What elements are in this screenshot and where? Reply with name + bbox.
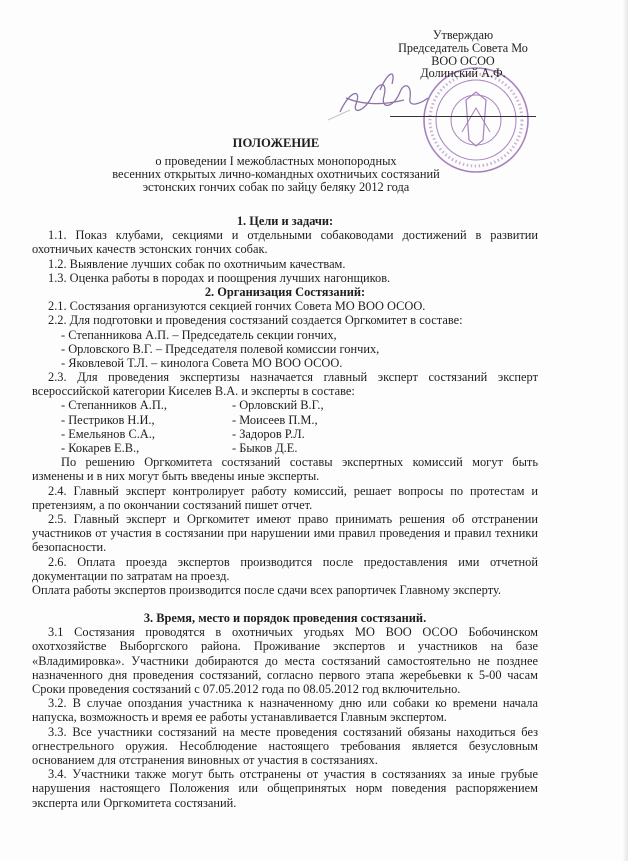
paragraph-line: нарушения настоящего Положения или общепринятых норм поведения распоряжением: [32, 781, 538, 796]
paragraph-line: 2.2. Для подготовки и проведения состязаний создается Оргкомитет в составе:: [48, 313, 463, 328]
subtitle-line: эстонских гончих собак по зайцу беляку 2012 года: [142, 180, 410, 195]
signature-icon: [328, 74, 428, 120]
document-body: [32, 214, 538, 810]
expert-row: [32, 441, 538, 455]
paragraph: [32, 625, 538, 696]
paragraph-line: 2.6. Оплата проезда экспертов производится после предоставления ими отчетной: [48, 554, 538, 569]
approval-line: Утверждаю: [432, 28, 494, 42]
subtitle-line: весенних открытых лично-командных охотничьих состязаний: [112, 167, 440, 182]
paragraph-line: По решению Оргкомитета состязаний составы экспертных комиссий могут быть: [61, 455, 538, 470]
paragraph-line: 2.1. Состязания организуются секцией гончих Совета МО ВОО ОСОО.: [48, 299, 426, 314]
paragraph-line: охотничьих качеств эстонских гончих собак.: [32, 242, 268, 257]
paragraph-line: напуска, возможность и время ее работы устанавливается Главным экспертом.: [32, 710, 447, 725]
approval-line: Долинский А.Ф.: [420, 66, 506, 81]
paragraph-line: 3.3. Все участники состязаний на месте проведения состязаний обязаны находиться без: [48, 724, 538, 739]
paragraph-line: безопасности.: [32, 540, 107, 555]
expert-name: - Емельянов С.А.,: [61, 426, 155, 441]
paragraph: [32, 484, 538, 512]
blank-line: [32, 597, 538, 611]
expert-name: - Кокарев Е.В.,: [61, 441, 140, 455]
paragraph: [32, 228, 538, 256]
paragraph: [32, 299, 538, 313]
paragraph-line: 3.4. Участники также могут быть отстранены от участия в состязаниях за иные грубые: [48, 767, 538, 782]
approval-block: [378, 29, 548, 80]
paragraph-line: охотхозяйстве Выборгского района. Проживание экспертов и участников на базе: [32, 639, 538, 654]
paragraph: [32, 725, 538, 768]
approval-line: ВОО ОСОО: [431, 53, 495, 68]
list-item: - Яковлевой Т.Л. – кинолога Совета МО ВОО ОСОО.: [61, 355, 343, 370]
paragraph-line: всероссийской категории Киселев В.А. и эксперты в составе:: [32, 384, 355, 399]
paragraph: [32, 455, 538, 483]
document-title: ПОЛОЖЕНИЕ: [232, 136, 320, 150]
paragraph-line: огнестрельного оружия. Несоблюдение настоящего требования является безусловным: [32, 738, 538, 753]
section-heading: 1. Цели и задачи:: [236, 214, 334, 228]
paragraph-line: 3.2. В случае опоздания участника к назначенному дню или собаки ко времени начала: [48, 696, 538, 711]
list-item: - Орловского В.Г. – Председателя полевой комиссии гончих,: [61, 341, 380, 356]
paragraph: [32, 555, 538, 583]
expert-row: [32, 427, 538, 441]
paragraph-line: эксперта или Оргкомитета состязаний.: [32, 795, 237, 810]
paragraph: [32, 696, 538, 724]
section: [32, 597, 538, 810]
paragraph-line: 2.5. Главный эксперт и Оргкомитет имеют право принимать решения об отстранении: [48, 511, 538, 526]
paragraph: [32, 370, 538, 398]
document-subtitle: [0, 155, 552, 195]
expert-name: - Быков Д.Е.: [232, 441, 298, 455]
paragraph: [32, 767, 538, 810]
paragraph-line: претензиям, а по окончании состязаний пишет отчет.: [32, 497, 313, 512]
paragraph-line: участников от участия в состязании при нарушении ими правил проведения и правил техники: [32, 526, 538, 541]
expert-name: - Степанников А.П.,: [61, 398, 167, 413]
paragraph: [32, 271, 538, 285]
paragraph-line: документации по затратам на проезд.: [32, 568, 230, 583]
expert-name: - Задоров Р.Л.: [232, 426, 305, 441]
paragraph: [32, 257, 538, 271]
expert-name: - Орловский В.Г.,: [232, 398, 324, 413]
paragraph-line: Сроки проведения состязаний с 07.05.2012 года по 08.05.2012 год включительно.: [32, 682, 461, 696]
paragraph-line: 2.4. Главный эксперт контролирует работу комиссий, решает вопросы по протестам и: [48, 483, 538, 498]
paragraph-line: изменены и в них могут быть введены иные эксперты.: [32, 469, 320, 484]
paragraph-line: основанием для отстранения виновных от участия в состязаниях.: [32, 752, 378, 767]
paragraph-line: «Владимировка». Участники добираются до места состязаний самостоятельно не позднее: [32, 653, 538, 668]
expert-row: [32, 413, 538, 427]
expert-row: [32, 398, 538, 412]
signature-line: [390, 116, 536, 117]
paragraph: [32, 313, 538, 327]
paragraph-line: 1.3. Оценка работы в породах и поощрения лучших нагонщиков.: [48, 270, 391, 285]
paragraph-line: 3.1 Состязания проводятся в охотничьих угодьях МО ВОО ОСОО Бобочинском: [48, 625, 538, 640]
paragraph-line: 2.3. Для проведения экспертизы назначается главный эксперт состязаний эксперт: [48, 370, 538, 385]
approval-line: Председатель Совета Мо: [398, 40, 528, 55]
subtitle-line: о проведении I межобластных монопородных: [155, 154, 397, 168]
section: [32, 285, 538, 597]
list-item: - Степанникова А.П. – Председатель секции гончих,: [61, 327, 337, 342]
section-heading: 2. Организация Состязаний:: [204, 284, 366, 299]
paragraph-line: назначенного дня проведения состязаний, согласно первого этапа жеребьевки к 5-00 часам: [32, 667, 538, 682]
paragraph: [32, 512, 538, 555]
paragraph-line: Оплата работы экспертов производится после сдачи всех рапортичек Главному эксперту.: [32, 582, 502, 597]
section: [32, 214, 538, 285]
paragraph-line: 1.1. Показ клубами, секциями и отдельными собаководами достижений в развитии: [48, 228, 538, 243]
expert-name: - Моисеев П.М.,: [232, 412, 318, 427]
expert-name: - Пестриков Н.И.,: [61, 412, 155, 427]
paragraph-line: 1.2. Выявление лучших собак по охотничьим качествам.: [48, 256, 346, 271]
section-heading: 3. Время, место и порядок проведения состязаний.: [143, 611, 427, 626]
paragraph: [32, 583, 538, 597]
